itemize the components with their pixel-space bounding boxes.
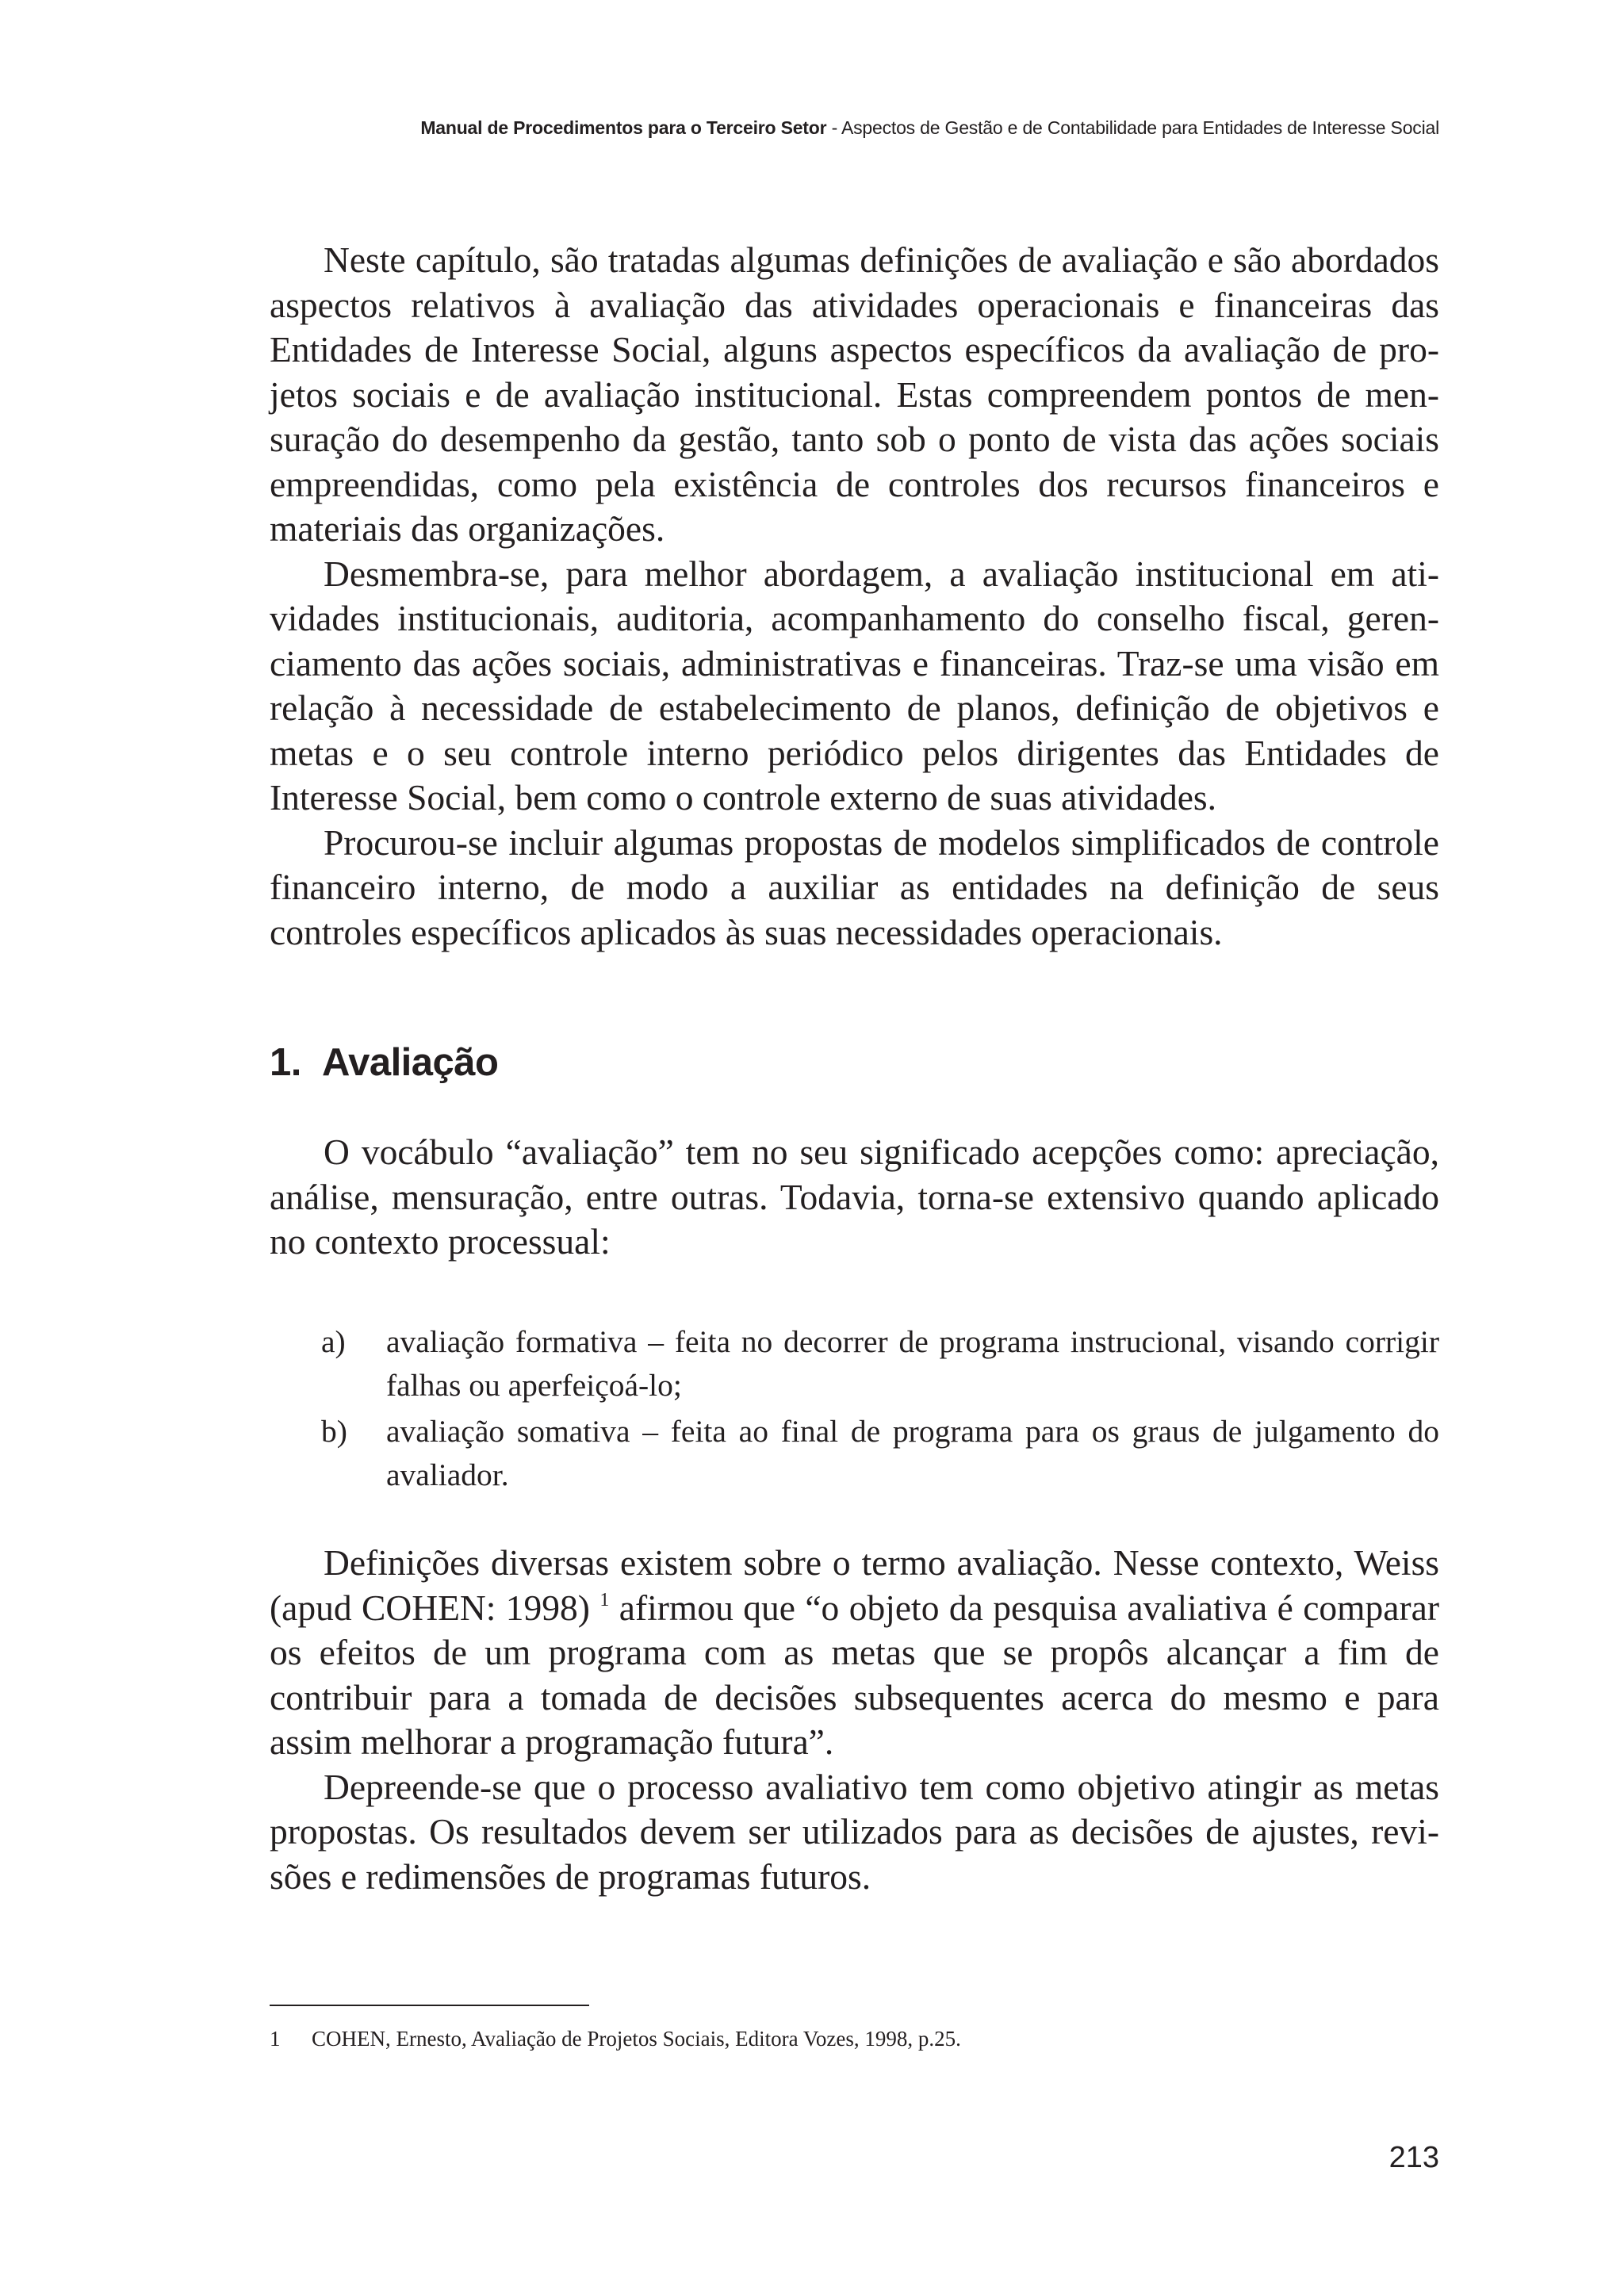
definitions-paragraph [270, 1541, 1439, 1765]
running-header-separator: - [826, 117, 841, 138]
running-header-subtitle: Aspectos de Gestão e de Contabilidade para Entidades de Interesse Social [841, 117, 1439, 138]
footnote [270, 2025, 1439, 2052]
running-header-title: Manual de Procedimentos para o Terceiro Setor [420, 117, 827, 138]
section-intro-block [270, 1130, 1439, 1265]
intro-paragraph-3: Procurou-se incluir algumas propostas de modelos simplificados de controle financeiro interno, de modo a auxiliar as entidades na definição de seus controles específicos aplicados às suas necessidades operacionais. [270, 821, 1439, 952]
conclusion-paragraph: Depreende-se que o processo avaliativo tem como objetivo atingir as metas propostas. Os resultados devem ser utilizados para as decisões de ajustes, revisões e redimensões de programas futuros. [270, 1766, 1439, 1897]
evaluation-types-list [321, 1320, 1439, 1499]
section-number: 1. [270, 1041, 301, 1084]
footnote-reference[interactable]: 1 [599, 1589, 610, 1610]
intro-paragraph-1: Neste capítulo, são tratadas algumas definições de avaliação e são abordados aspectos relativos à avaliação das atividades operacionais e financeiras das Entidades de Interesse Social, alguns aspectos específicos da avaliação de projetos sociais e de avaliação institucional. Estas compreendem pontos de mensuração do desempenho da gestão, tanto sob o ponto de vista das ações sociais empreendidas, como pela existência de controles dos recursos financeiros e materiais das organizações. [270, 239, 1439, 549]
list-item [321, 1410, 1439, 1497]
footnote-divider [270, 2005, 589, 2006]
section-intro-paragraph: O vocábulo “avaliação” tem no seu significado acepções como: apreciação, análise, mensuração, entre outras. Todavia, torna-se extensivo quando aplicado no contexto processual: [270, 1132, 1439, 1262]
section-title: Avaliação [322, 1041, 499, 1084]
intro-paragraph-2: Desmembra-se, para melhor abordagem, a avaliação institucional em atividades institucionais, auditoria, acompanhamento do conselho fiscal, gerenciamento das ações sociais, administrativas e financeiras. Traz-se uma visão em relação à necessidade de estabelecimento de planos, definição de objetivos e metas e o seu controle interno periódico pelos dirigentes das Entidades de Interesse Social, bem como o controle externo de suas atividades. [270, 553, 1439, 818]
list-item-text: avaliação somativa – feita ao final de programa para os graus de julgamento do avaliador. [386, 1414, 1439, 1492]
footnote-number: 1 [270, 2027, 281, 2051]
list-item-marker: a) [321, 1324, 346, 1359]
list-item-marker: b) [321, 1414, 347, 1449]
list-item-text: avaliação formativa – feita no decorrer de programa instrucional, visando corrigir falhas ou aperfeiçoá-lo; [386, 1324, 1439, 1403]
footnote-text: COHEN, Ernesto, Avaliação de Projetos Sociais, Editora Vozes, 1998, p.25. [312, 2027, 961, 2051]
definitions-text-end: afirmou que “o objeto da pesquisa avaliativa é comparar os efeitos de um programa com as metas que se propôs alcançar a fim de contribuir para a tomada de decisões subsequentes acerca do mesmo e para assim melhorar a programação futura”. [270, 1587, 1439, 1762]
page-number: 213 [1388, 2141, 1439, 2174]
definitions-block [270, 1541, 1439, 1899]
definitions-text-start: Definições diversas existem sobre o termo avaliação. Nesse contexto, Weiss (apud COHEN: 1998) [270, 1542, 1439, 1628]
running-header [420, 117, 1439, 139]
list-item [321, 1320, 1439, 1407]
section-heading [270, 1040, 498, 1085]
chapter-intro [270, 238, 1439, 955]
